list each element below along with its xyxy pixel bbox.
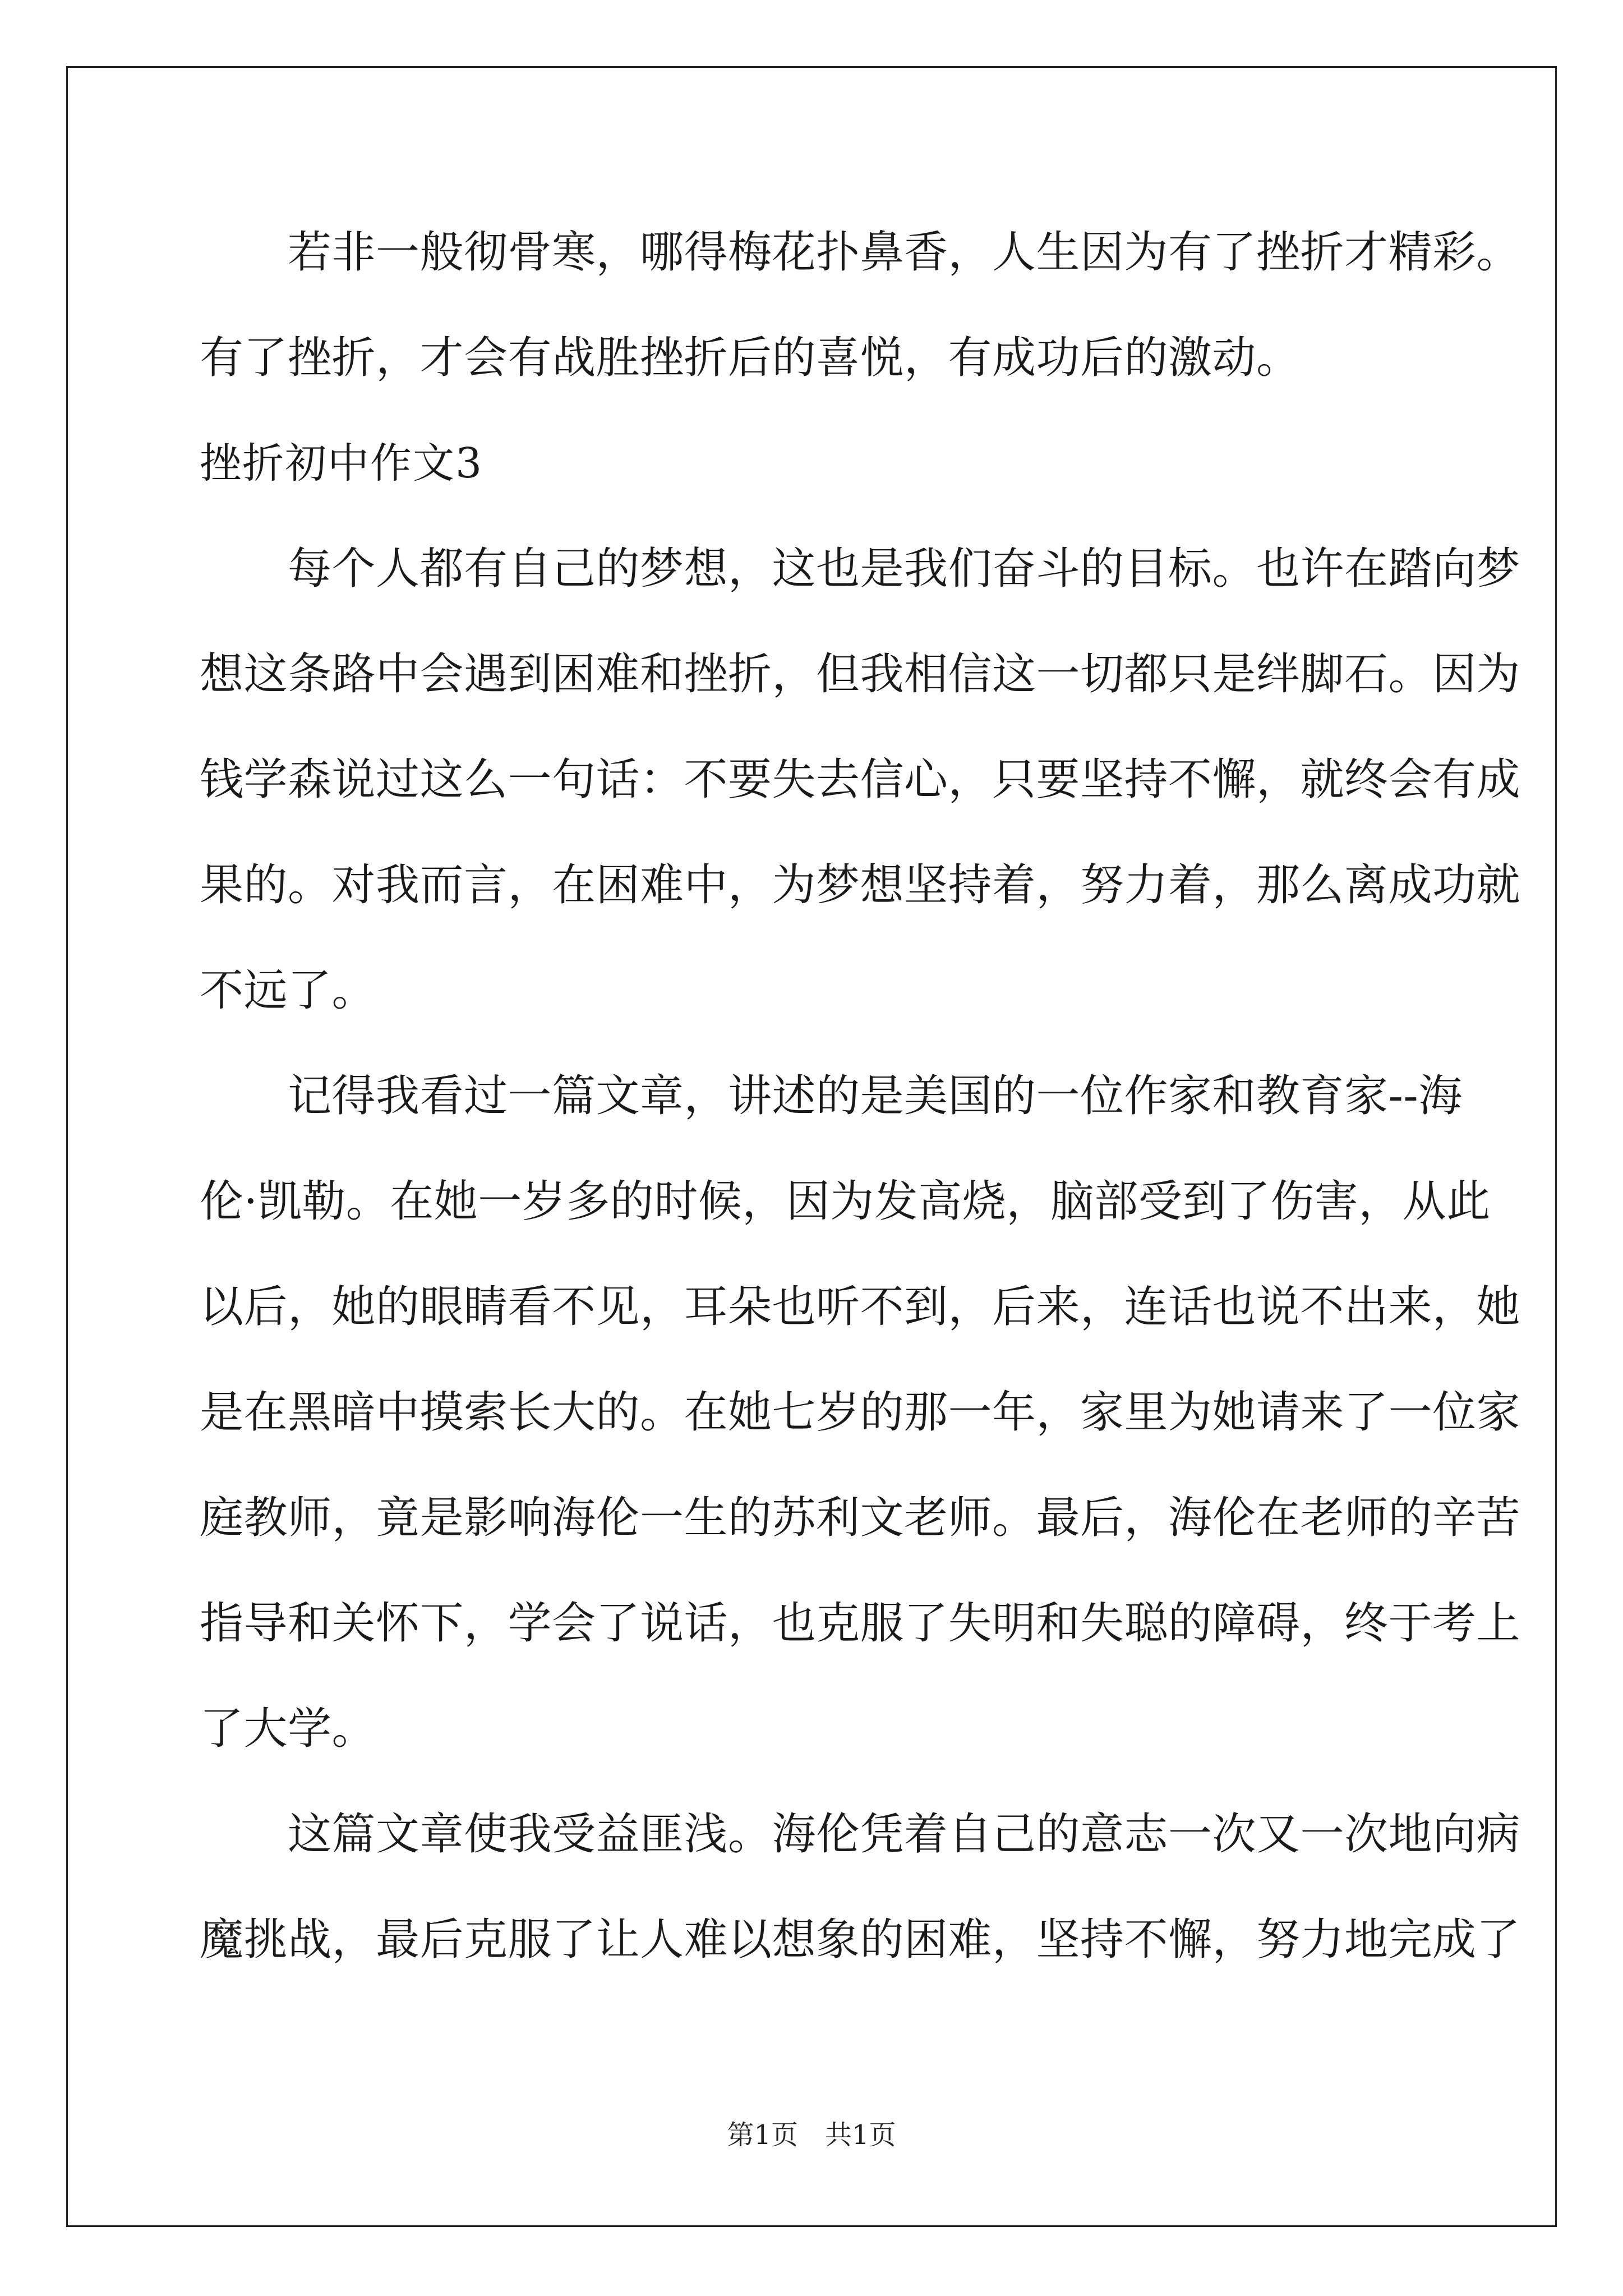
text-line: 是在黑暗中摸索长大的。在她七岁的那一年，家里为她请来了一位家: [200, 1387, 1521, 1438]
document-body: [200, 200, 1521, 1993]
text-line: 有了挫折，才会有战胜挫折后的喜悦，有成功后的激动。: [200, 333, 1301, 383]
text-line: 想这条路中会遇到困难和挫折，但我相信这一切都只是绊脚石。因为: [200, 649, 1521, 700]
text-line: 指导和关怀下，学会了说话，也克服了失明和失聪的障碍，终于考上: [200, 1598, 1521, 1649]
text-line: 以后，她的眼睛看不见，耳朵也听不到，后来，连话也说不出来，她: [200, 1282, 1521, 1332]
text-line: 伦·凯勒。在她一岁多的时候，因为发高烧，脑部受到了伤害，从此: [200, 1176, 1491, 1227]
text-line: 若非一般彻骨寒，哪得梅花扑鼻香，人生因为有了挫折才精彩。: [200, 227, 1521, 278]
text-line: 钱学森说过这么一句话：不要失去信心，只要坚持不懈，就终会有成: [200, 754, 1521, 805]
text-line: 不远了。: [200, 965, 376, 1016]
text-line: 庭教师，竟是影响海伦一生的苏利文老师。最后，海伦在老师的辛苦: [200, 1493, 1521, 1543]
text-line: 魔挑战，最后克服了让人难以想象的困难，坚持不懈，努力地完成了: [200, 1915, 1521, 1965]
text-line: 这篇文章使我受益匪浅。海伦凭着自己的意志一次又一次地向病: [200, 1809, 1521, 1860]
page-footer: 第1页 共1页: [727, 2119, 896, 2151]
section-heading: 挫折初中作文3: [200, 439, 483, 487]
text-line: 了大学。: [200, 1704, 376, 1754]
text-line: 果的。对我而言，在困难中，为梦想坚持着，努力着，那么离成功就: [200, 860, 1521, 910]
text-line: 每个人都有自己的梦想，这也是我们奋斗的目标。也许在踏向梦: [200, 544, 1521, 594]
text-line: 记得我看过一篇文章，讲述的是美国的一位作家和教育家--海: [200, 1071, 1463, 1121]
